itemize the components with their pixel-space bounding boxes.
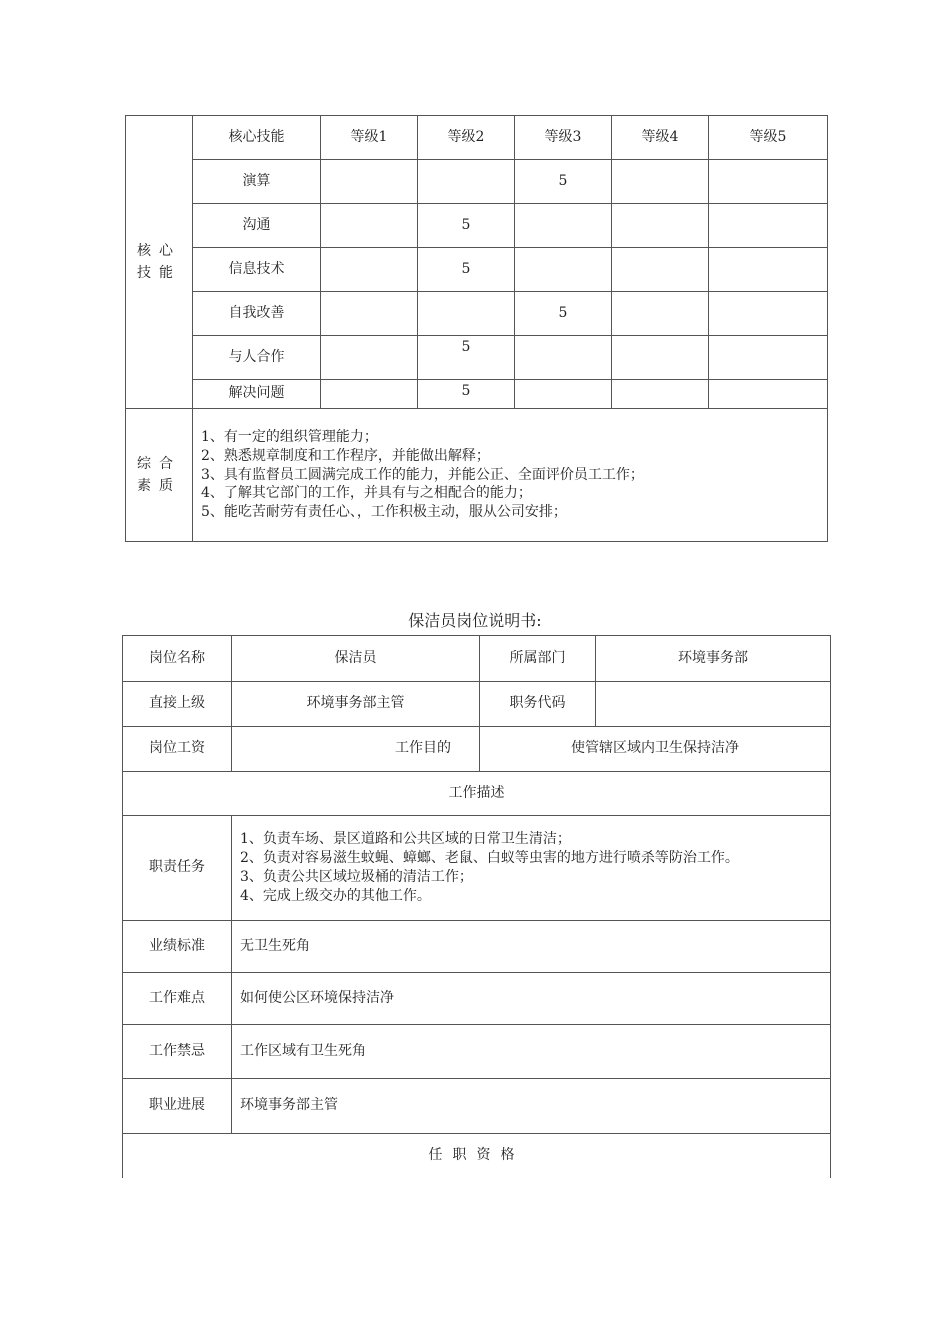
qualification-header: 任职资格 [123, 1134, 831, 1178]
skill-level-cell [709, 160, 828, 204]
core-skills-side-label: 核心技能 [126, 116, 193, 409]
duties-list [232, 816, 831, 921]
skill-level-cell [612, 336, 709, 380]
skill-level-cell [418, 160, 515, 204]
quality-side-label: 综合素质 [126, 409, 193, 542]
skill-level-cell [321, 204, 418, 248]
skills-header-name: 核心技能 [193, 116, 321, 160]
department-label: 所属部门 [480, 636, 596, 682]
skill-name: 与人合作 [193, 336, 321, 380]
duty-item: 3、负责公共区域垃圾桶的清洁工作； [240, 869, 473, 885]
job-description-table [122, 635, 831, 1178]
job-code-value [596, 682, 831, 727]
skill-level-cell [418, 292, 515, 336]
skill-level-cell: 5 [418, 336, 515, 380]
quality-item: 1、有一定的组织管理能力； [201, 428, 378, 445]
duties-label: 职责任务 [123, 816, 232, 921]
taboo-label: 工作禁忌 [123, 1025, 232, 1079]
duty-item: 4、完成上级交办的其他工作。 [240, 887, 431, 904]
skill-level-cell [515, 248, 612, 292]
taboo-value: 工作区域有卫生死角 [232, 1025, 831, 1079]
skill-row [126, 160, 828, 204]
skill-row [126, 292, 828, 336]
duty-item: 1、负责车场、景区道路和公共区域的日常卫生清洁； [240, 831, 571, 848]
skill-row [126, 248, 828, 292]
skill-level-cell [321, 336, 418, 380]
skill-level-cell [515, 336, 612, 380]
skill-level-cell [612, 160, 709, 204]
skill-level-cell [709, 204, 828, 248]
core-skills-table [125, 115, 828, 542]
skill-row [126, 380, 828, 409]
quality-item: 5、能吃苦耐劳有责任心、，工作积极主动，服从公司安排； [201, 504, 567, 521]
skill-level-cell [709, 292, 828, 336]
skill-level-cell [321, 248, 418, 292]
skills-header-level2: 等级2 [418, 116, 515, 160]
skill-row [126, 204, 828, 248]
skills-header-level3: 等级3 [515, 116, 612, 160]
skill-level-cell: 5 [515, 160, 612, 204]
department-value: 环境事务部 [596, 636, 831, 682]
skill-level-cell [612, 292, 709, 336]
skill-level-cell [709, 336, 828, 380]
document-title: 保洁员岗位说明书: [408, 611, 542, 630]
purpose-label: 工作目的 [232, 727, 480, 772]
skill-name: 演算 [193, 160, 321, 204]
skill-level-cell [321, 292, 418, 336]
job-code-label: 职务代码 [480, 682, 596, 727]
skill-name: 沟通 [193, 204, 321, 248]
description-header: 工作描述 [123, 772, 831, 816]
quality-item: 4、了解其它部门的工作，并具有与之相配合的能力； [201, 485, 532, 502]
skill-level-cell: 5 [418, 380, 515, 409]
skill-level-cell: 5 [418, 204, 515, 248]
skill-name: 自我改善 [193, 292, 321, 336]
skill-level-cell [709, 380, 828, 409]
purpose-value: 使管辖区域内卫生保持洁净 [480, 727, 831, 772]
position-value: 保洁员 [232, 636, 480, 682]
career-label: 职业进展 [123, 1079, 232, 1134]
difficulty-value: 如何使公区环境保持洁净 [232, 973, 831, 1025]
skill-level-cell [709, 248, 828, 292]
skill-name: 信息技术 [193, 248, 321, 292]
salary-label: 岗位工资 [123, 727, 232, 772]
skills-header-level5: 等级5 [709, 116, 828, 160]
skill-level-cell: 5 [515, 292, 612, 336]
skill-name: 解决问题 [193, 380, 321, 409]
position-label: 岗位名称 [123, 636, 232, 682]
skill-level-cell [321, 160, 418, 204]
duty-item: 2、负责对容易滋生蚊蝇、蟑螂、老鼠、白蚁等虫害的地方进行喷杀等防治工作。 [240, 850, 739, 867]
skill-level-cell [612, 204, 709, 248]
superior-value: 环境事务部主管 [232, 682, 480, 727]
standard-label: 业绩标准 [123, 921, 232, 973]
skill-row [126, 336, 828, 380]
skill-level-cell [612, 248, 709, 292]
career-value: 环境事务部主管 [232, 1079, 831, 1134]
superior-label: 直接上级 [123, 682, 232, 727]
skill-level-cell [515, 380, 612, 409]
difficulty-label: 工作难点 [123, 973, 232, 1025]
skill-level-cell [321, 380, 418, 409]
standard-value: 无卫生死角 [232, 921, 831, 973]
skills-header-level1: 等级1 [321, 116, 418, 160]
skill-level-cell [612, 380, 709, 409]
skill-level-cell: 5 [418, 248, 515, 292]
quality-item: 2、熟悉规章制度和工作程序，并能做出解释； [201, 447, 490, 464]
skill-level-cell [515, 204, 612, 248]
skills-header-level4: 等级4 [612, 116, 709, 160]
quality-item: 3、具有监督员工圆满完成工作的能力，并能公正、全面评价员工工作； [201, 466, 644, 483]
quality-list [193, 409, 828, 542]
